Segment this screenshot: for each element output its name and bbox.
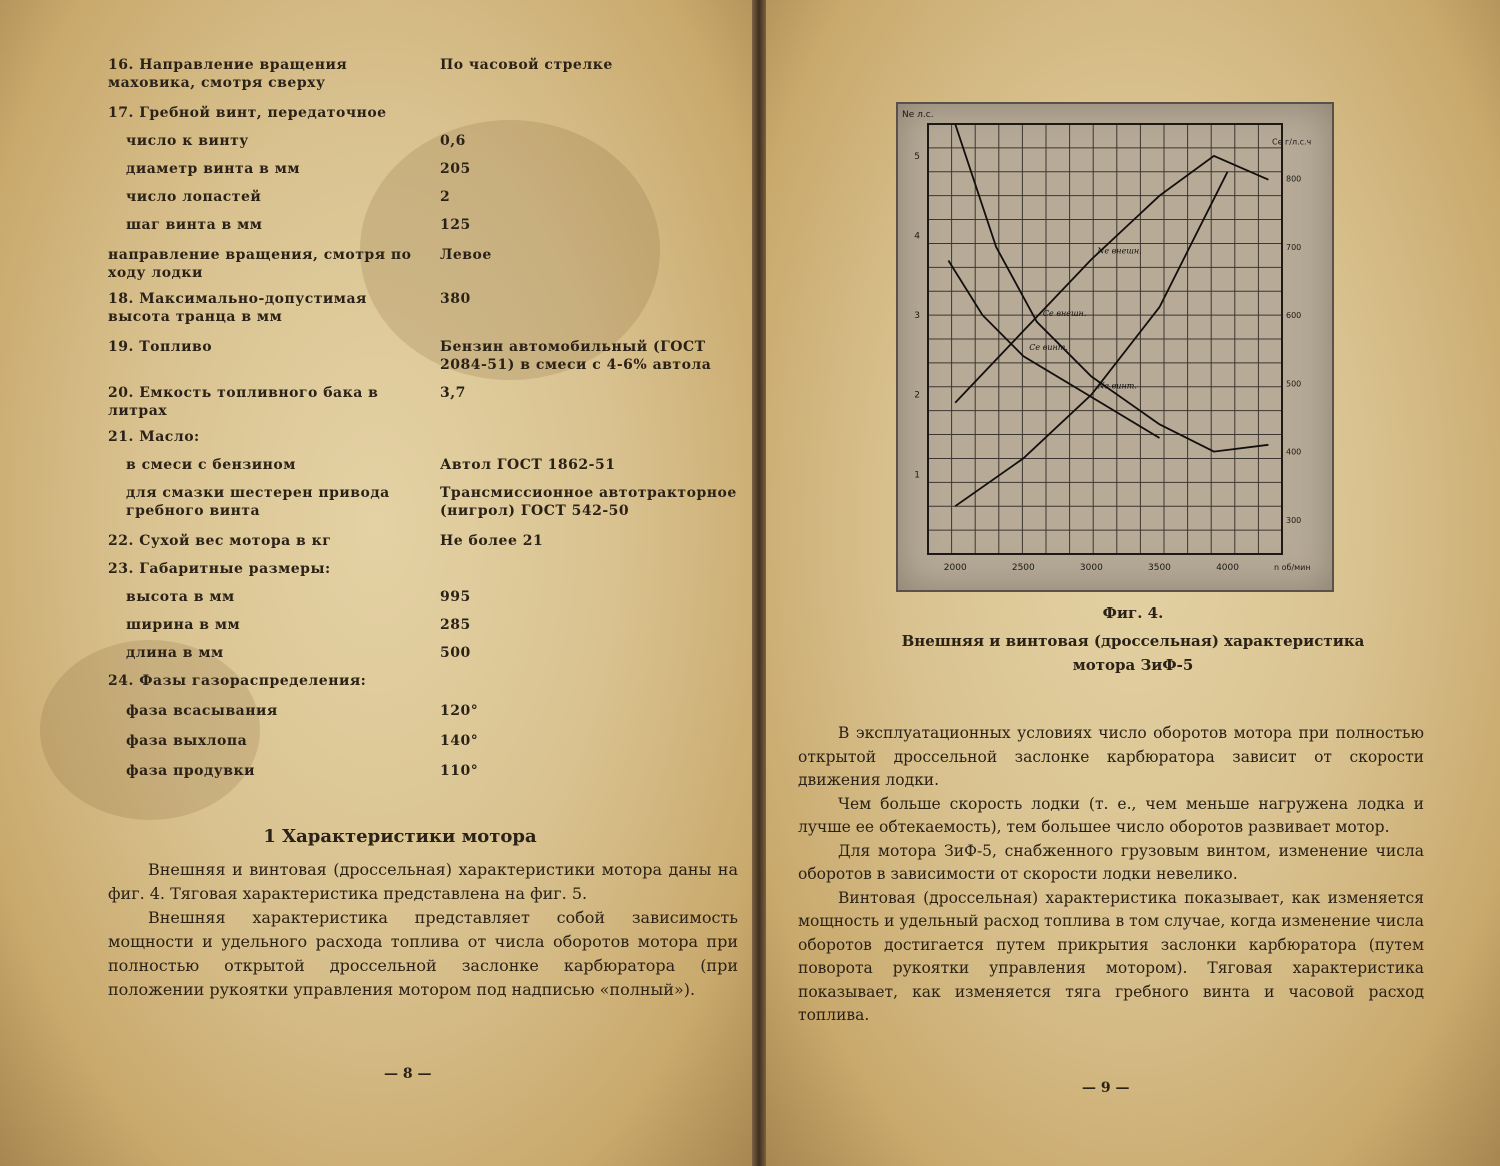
spec-row — [108, 290, 738, 330]
x-tick-label: 3500 — [1148, 563, 1171, 573]
spec-value: 2 — [440, 189, 451, 205]
spec-label: для смазки шестерен привода гребного винта — [126, 485, 390, 519]
spec-value: Не более 21 — [440, 533, 544, 549]
spec-label: 19. Топливо — [108, 339, 213, 355]
figure-caption-line1: Внешняя и винтовая (дроссельная) характеристика — [901, 632, 1365, 650]
spec-label: 21. Масло: — [108, 429, 200, 445]
y-left-axis-label: Ne л.с. — [902, 110, 934, 120]
series-line-3 — [955, 124, 1268, 452]
spec-value: 110° — [440, 763, 479, 779]
spec-value: 140° — [440, 733, 479, 749]
paragraph: Чем больше скорость лодки (т. е., чем меньше нагружена лодка и лучше ее обтекаемость), тем большее число оборотов развивает мотор. — [798, 794, 1424, 836]
spec-row — [108, 384, 738, 424]
y-right-tick-label: 800 — [1286, 174, 1302, 184]
paragraph: Для мотора ЗиФ-5, снабженного грузовым винтом, изменение числа оборотов в зависимости от скорости лодки невелико. — [798, 841, 1424, 883]
y-left-tick-label: 1 — [914, 470, 920, 481]
series-label-2: Ne винт. — [1097, 381, 1137, 391]
spec-value: По часовой стрелке — [440, 57, 613, 73]
spec-value: Левое — [440, 247, 492, 263]
spec-value: 500 — [440, 645, 471, 661]
spec-label: фаза выхлопа — [126, 733, 248, 749]
x-tick-label: 3000 — [1079, 563, 1103, 573]
spec-label: в смеси с бензином — [126, 457, 296, 473]
spec-value: 120° — [440, 703, 479, 719]
spec-value: 285 — [440, 617, 471, 633]
spec-row — [108, 56, 738, 96]
paragraph: Внешняя характеристика представляет собой зависимость мощности и удельного расхода топлива от числа оборотов мотора при полностью открытой дроссельной заслонке карбюратора (при положении рукоятки управления мотором под надписью «полный»). — [108, 908, 738, 999]
y-right-axis-label: Ce г/л.с.ч — [1272, 137, 1312, 147]
spec-label: шаг винта в мм — [126, 217, 263, 233]
spec-label: диаметр винта в мм — [126, 161, 301, 177]
figure-label: Фиг. 4. — [1102, 604, 1164, 622]
spec-label: высота в мм — [126, 589, 235, 605]
spec-label: 22. Сухой вес мотора в кг — [108, 533, 332, 549]
spec-row — [108, 762, 738, 802]
right-page — [766, 0, 1500, 1166]
spec-label: 17. Гребной винт, передаточное — [108, 105, 387, 121]
chart-svg — [898, 104, 1332, 590]
spec-value: 3,7 — [440, 385, 466, 401]
spec-label: фаза всасывания — [126, 703, 278, 719]
spec-label: 18. Максимально-допустимая высота транца в мм — [108, 291, 367, 325]
series-label-1: Ne внешн. — [1097, 246, 1142, 256]
left-body-text — [108, 858, 738, 1002]
spec-label: ширина в мм — [126, 617, 241, 633]
y-right-tick-label: 700 — [1286, 242, 1302, 252]
spec-label: длина в мм — [126, 645, 224, 661]
page-number: — 9 — — [1082, 1080, 1130, 1096]
spec-value: 995 — [440, 589, 471, 605]
spec-label: направление вращения, смотря по ходу лодки — [108, 247, 412, 281]
section-title: 1 Характеристики мотора — [263, 826, 537, 847]
spec-label: 16. Направление вращения маховика, смотря сверху — [108, 57, 348, 91]
spec-value: 205 — [440, 161, 471, 177]
paragraph: В эксплуатационных условиях число оборотов мотора при полностью открытой дроссельной заслонке карбюратора зависит от скорости движения лодки. — [798, 724, 1424, 789]
y-right-tick-label: 600 — [1286, 311, 1302, 321]
series-label-4: Ce винт. — [1029, 343, 1068, 353]
spec-row — [108, 338, 738, 378]
spec-row — [108, 484, 738, 524]
figure-4-chart — [896, 102, 1334, 592]
spec-label: 23. Габаритные размеры: — [108, 561, 331, 577]
spec-value: 380 — [440, 291, 471, 307]
spec-label: 20. Емкость топливного бака в литрах — [108, 385, 379, 419]
spec-label: 24. Фазы газораспределения: — [108, 673, 367, 689]
right-body-text — [798, 722, 1424, 1028]
spec-label: число к винту — [126, 133, 249, 149]
y-right-tick-label: 500 — [1286, 379, 1302, 389]
spec-value: 125 — [440, 217, 471, 233]
x-axis-label: n об/мин — [1274, 563, 1311, 572]
y-left-tick-label: 3 — [914, 311, 920, 322]
y-right-tick-label: 400 — [1286, 447, 1302, 457]
figure-caption-line2: мотора ЗиФ-5 — [1072, 656, 1194, 674]
y-right-tick-label: 300 — [1286, 515, 1302, 525]
book-gutter — [752, 0, 766, 1166]
series-line-1 — [955, 156, 1268, 403]
spec-value: Автол ГОСТ 1862-51 — [440, 457, 616, 473]
x-tick-label: 4000 — [1216, 563, 1239, 573]
x-tick-label: 2000 — [943, 563, 967, 573]
series-label-3: Ce внешн. — [1042, 308, 1087, 318]
paragraph: Внешняя и винтовая (дроссельная) характеристики мотора даны на фиг. 4. Тяговая характеристика представлена на фиг. 5. — [108, 860, 738, 903]
y-left-tick-label: 4 — [914, 231, 920, 242]
spec-value: 0,6 — [440, 133, 466, 149]
spec-label: число лопастей — [126, 189, 262, 205]
spec-label: фаза продувки — [126, 763, 255, 779]
spec-value: Бензин автомобильный (ГОСТ 2084-51) в смеси с 4-6% автола — [440, 339, 712, 373]
page-number: — 8 — — [384, 1066, 432, 1082]
y-left-tick-label: 2 — [914, 390, 920, 401]
spec-value: Трансмиссионное автотракторное (нигрол) ГОСТ 542-50 — [440, 485, 737, 519]
spec-row — [108, 246, 738, 286]
x-tick-label: 2500 — [1011, 563, 1035, 573]
paragraph: Винтовая (дроссельная) характеристика показывает, как изменяется мощность и удельный расход топлива в том случае, когда изменение числа оборотов достигается путем прикрытия заслонки карбюратора (путем поворота рукоятки управления мотором). Тяговая характеристика показывает, как изменяется тяга гребного винта и часовой расход топлива. — [798, 888, 1424, 1024]
y-left-tick-label: 5 — [914, 151, 920, 162]
